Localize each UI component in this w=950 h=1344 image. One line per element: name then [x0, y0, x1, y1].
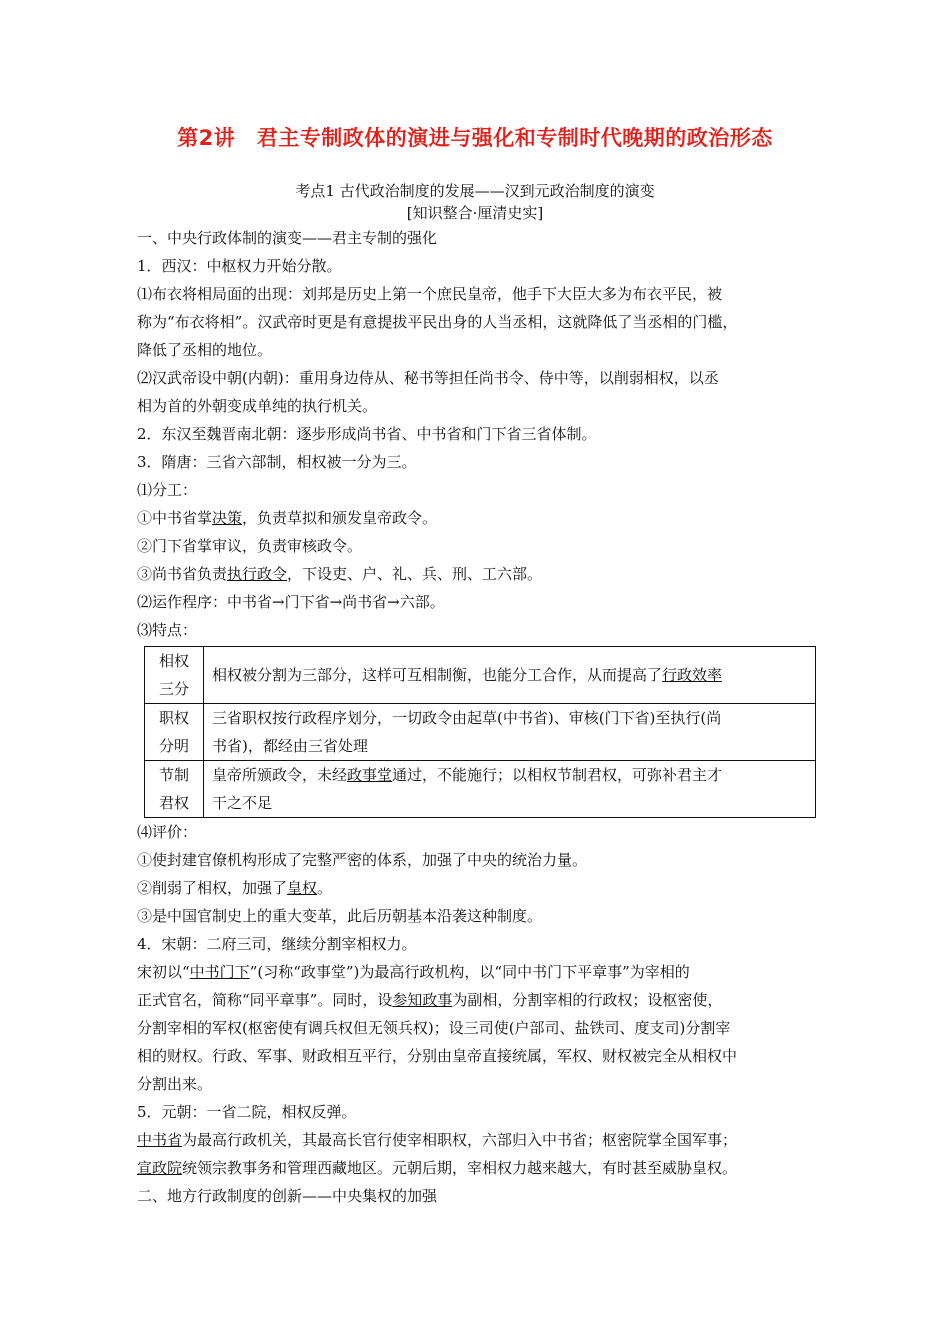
paragraph [137, 874, 817, 902]
paragraph: 降低了丞相的地位。 [137, 341, 273, 359]
text: 分明 [158, 737, 189, 755]
paragraph: ⑵汉武帝设中朝(内朝)：重用身边侍从、秘书等担任尚书令、侍中等，以削弱相权，以丞 [137, 369, 719, 387]
text: ①中书省掌 [137, 509, 213, 527]
table-key-cell [145, 761, 204, 818]
table-value-cell [204, 647, 816, 704]
paragraph: 相为首的外朝变成单纯的执行机关。 [137, 397, 378, 415]
text: ②削弱了相权，加强了 [137, 879, 288, 897]
text: 。 [317, 879, 333, 897]
table-value-cell [204, 761, 816, 818]
paragraph: ⑶特点： [137, 621, 198, 639]
table-row [145, 704, 816, 761]
paragraph: ⑴布衣将相局面的出现：刘邦是历史上第一个庶民皇帝，他手下大臣大多为布衣平民，被 [137, 285, 723, 303]
section-heading-2: 二、地方行政制度的创新——中央集权的加强 [137, 1187, 438, 1205]
paragraph: 分割宰相的军权(枢密使有调兵权但无领兵权)；设三司使(户部司、盐铁司、度支司)分割宰 [137, 1019, 731, 1037]
section-subhead: [知识整合·厘清史实] [406, 204, 544, 222]
text: ③尚书省负责 [137, 565, 228, 583]
text: 节制 [158, 766, 189, 784]
text: 为最高行政机关，其最高长官行使宰相职权，六部归入中书省；枢密院掌全国军事； [182, 1131, 738, 1149]
paragraph: ⑵运作程序：中书省→门下省→尚书省→六部。 [137, 593, 445, 611]
table-key-cell [145, 647, 204, 704]
paragraph [137, 560, 817, 588]
paragraph: ⑴分工： [137, 481, 198, 499]
text: 为副相，分割宰相的行政权；设枢密使， [452, 991, 723, 1009]
paragraph: 2．东汉至魏晋南北朝：逐步形成尚书省、中书省和门下省三省体制。 [137, 425, 597, 443]
underlined-term: 宣政院 [137, 1159, 183, 1177]
text: 宋初以“ [137, 963, 190, 981]
underlined-term: 执行政令 [227, 565, 288, 583]
text: 三省职权按行政程序划分，一切政令由起草(中书省)、审核(门下省)至执行(尚 [212, 709, 722, 727]
paragraph: 相的财权。行政、军事、财政相互平行，分别由皇帝直接统属，军权、财权被完全从相权中 [137, 1047, 738, 1065]
text: 相权 [158, 652, 189, 670]
paragraph [137, 504, 817, 532]
paragraph: ⑷评价： [137, 823, 198, 841]
text: 通过，不能施行；以相权节制君权，可弥补君主才 [392, 766, 723, 784]
text: 正式官名，简称“同平章事”。同时，设 [137, 991, 393, 1009]
body-text [137, 224, 817, 1210]
lesson-title: 第2讲 君主专制政体的演进与强化和专制时代晚期的政治形态 [177, 126, 773, 150]
paragraph: 称为“布衣将相”。汉武帝时更是有意提拔平民出身的人当丞相，这就降低了当丞相的门槛， [137, 313, 738, 331]
paragraph: 分割出来。 [137, 1075, 213, 1093]
features-table [144, 646, 816, 818]
text: 统领宗教事务和管理西藏地区。元朝后期，宰相权力越来越大，有时甚至威胁皇权。 [182, 1159, 738, 1177]
paragraph: 4．宋朝：二府三司，继续分割宰相权力。 [137, 935, 417, 953]
paragraph [137, 986, 817, 1014]
table-row [145, 647, 816, 704]
table-row [145, 761, 816, 818]
underlined-term: 中书省 [137, 1131, 183, 1149]
paragraph: 3．隋唐：三省六部制，相权被一分为三。 [137, 453, 417, 471]
paragraph [137, 1126, 817, 1154]
text: ”(习称“政事堂”)为最高行政机构，以“同中书门下平章事”为宰相的 [249, 963, 690, 981]
paragraph: ③是中国官制史上的重大变革，此后历朝基本沿袭这种制度。 [137, 907, 543, 925]
paragraph: 1．西汉：中枢权力开始分散。 [137, 257, 342, 275]
paragraph: ②门下省掌审议，负责审核政令。 [137, 537, 363, 555]
underlined-term: 皇权 [287, 879, 318, 897]
section-heading-1: 一、中央行政体制的演变——君主专制的强化 [137, 229, 438, 247]
paragraph [137, 958, 817, 986]
underlined-term: 行政效率 [662, 666, 723, 684]
table-value-cell [204, 704, 816, 761]
text: 书省)，都经由三省处理 [212, 737, 368, 755]
kaodian-heading: 考点1 古代政治制度的发展——汉到元政治制度的演变 [295, 182, 655, 200]
table-key-cell [145, 704, 204, 761]
text: 君权 [158, 794, 189, 812]
text: 干之不足 [212, 794, 273, 812]
paragraph: 5．元朝：一省二院，相权反弹。 [137, 1103, 357, 1121]
text: 职权 [158, 709, 189, 727]
text: ，负责草拟和颁发皇帝政令。 [242, 509, 438, 527]
underlined-term: 决策 [212, 509, 243, 527]
text: 三分 [158, 680, 189, 698]
text: 相权被分割为三部分，这样可互相制衡，也能分工合作，从而提高了 [212, 666, 663, 684]
text: 皇帝所颁政令，未经 [212, 766, 348, 784]
text: ，下设吏、户、礼、兵、刑、工六部。 [287, 565, 543, 583]
underlined-term: 政事堂 [347, 766, 393, 784]
paragraph: ①使封建官僚机构形成了完整严密的体系，加强了中央的统治力量。 [137, 851, 588, 869]
underlined-term: 中书门下 [189, 963, 250, 981]
paragraph [137, 1154, 817, 1182]
underlined-term: 参知政事 [392, 991, 453, 1009]
